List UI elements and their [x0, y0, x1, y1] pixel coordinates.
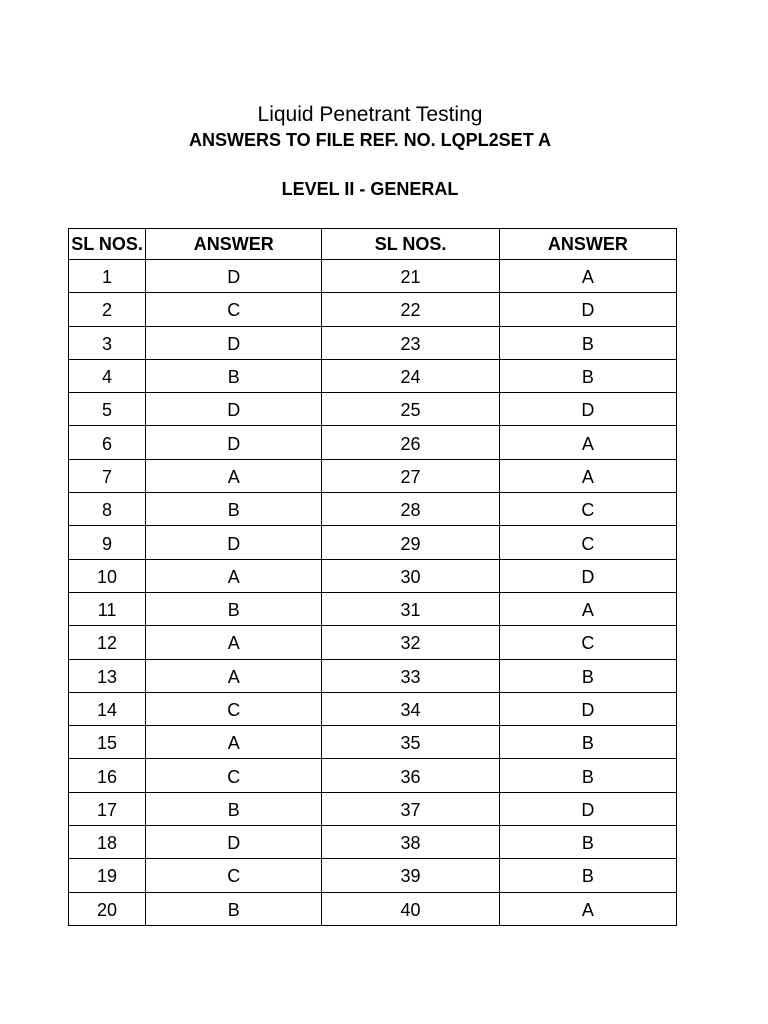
answer-left: D [146, 260, 322, 293]
table-row [69, 692, 677, 725]
question-number-left: 2 [69, 293, 146, 326]
question-number-right: 31 [322, 592, 499, 625]
answer-left: A [146, 626, 322, 659]
document-title: Liquid Penetrant Testing [257, 103, 483, 126]
answer-right: B [499, 326, 676, 359]
table-row [69, 459, 677, 492]
header-sl-nos-left: SL NOS. [69, 229, 146, 260]
question-number-right: 22 [322, 293, 499, 326]
question-number-right: 38 [322, 826, 499, 859]
answer-left: D [146, 526, 322, 559]
answer-left: D [146, 393, 322, 426]
table-row [69, 659, 677, 692]
answer-left: A [146, 726, 322, 759]
answer-right: A [499, 260, 676, 293]
answer-left: C [146, 859, 322, 892]
answer-left: C [146, 759, 322, 792]
question-number-right: 23 [322, 326, 499, 359]
table-row [69, 792, 677, 825]
question-number-left: 18 [69, 826, 146, 859]
answer-right: D [499, 293, 676, 326]
answer-left: B [146, 359, 322, 392]
question-number-left: 3 [69, 326, 146, 359]
question-number-right: 28 [322, 493, 499, 526]
answer-left: A [146, 659, 322, 692]
table-header-row [69, 229, 677, 260]
table-row [69, 859, 677, 892]
question-number-right: 24 [322, 359, 499, 392]
answer-left: A [146, 559, 322, 592]
question-number-right: 26 [322, 426, 499, 459]
question-number-left: 19 [69, 859, 146, 892]
question-number-left: 5 [69, 393, 146, 426]
answer-right: C [499, 493, 676, 526]
table-row [69, 592, 677, 625]
table-row [69, 892, 677, 925]
question-number-left: 17 [69, 792, 146, 825]
question-number-left: 1 [69, 260, 146, 293]
table-row [69, 426, 677, 459]
table-row [69, 326, 677, 359]
answer-left: A [146, 459, 322, 492]
table-row [69, 493, 677, 526]
question-number-right: 25 [322, 393, 499, 426]
question-number-left: 8 [69, 493, 146, 526]
question-number-left: 12 [69, 626, 146, 659]
question-number-right: 36 [322, 759, 499, 792]
answer-key-table [68, 228, 677, 926]
header-sl-nos-right: SL NOS. [322, 229, 499, 260]
answer-left: B [146, 792, 322, 825]
question-number-left: 14 [69, 692, 146, 725]
question-number-right: 40 [322, 892, 499, 925]
question-number-right: 34 [322, 692, 499, 725]
question-number-right: 39 [322, 859, 499, 892]
question-number-left: 15 [69, 726, 146, 759]
answer-right: B [499, 826, 676, 859]
answer-right: B [499, 359, 676, 392]
answer-right: D [499, 559, 676, 592]
table-row [69, 260, 677, 293]
table-row [69, 359, 677, 392]
question-number-right: 21 [322, 260, 499, 293]
table-row [69, 826, 677, 859]
answer-right: A [499, 592, 676, 625]
answer-right: D [499, 792, 676, 825]
answer-right: B [499, 759, 676, 792]
answer-left: D [146, 826, 322, 859]
answer-right: D [499, 393, 676, 426]
question-number-left: 7 [69, 459, 146, 492]
question-number-right: 30 [322, 559, 499, 592]
answer-right: A [499, 459, 676, 492]
table-row [69, 726, 677, 759]
answer-right: A [499, 892, 676, 925]
answer-right: B [499, 859, 676, 892]
question-number-left: 4 [69, 359, 146, 392]
answer-right: B [499, 726, 676, 759]
level-heading: LEVEL II - GENERAL [281, 179, 459, 199]
header-answer-right: ANSWER [499, 229, 676, 260]
answer-left: C [146, 692, 322, 725]
question-number-right: 37 [322, 792, 499, 825]
answer-left: D [146, 326, 322, 359]
answer-left: C [146, 293, 322, 326]
question-number-left: 11 [69, 592, 146, 625]
table-row [69, 559, 677, 592]
table-row [69, 759, 677, 792]
question-number-left: 10 [69, 559, 146, 592]
table-row [69, 526, 677, 559]
header-answer-left: ANSWER [146, 229, 322, 260]
question-number-left: 16 [69, 759, 146, 792]
table-row [69, 626, 677, 659]
answer-left: D [146, 426, 322, 459]
answer-right: A [499, 426, 676, 459]
question-number-left: 9 [69, 526, 146, 559]
question-number-right: 29 [322, 526, 499, 559]
question-number-left: 13 [69, 659, 146, 692]
answer-key-body [69, 260, 677, 926]
answer-left: B [146, 892, 322, 925]
question-number-left: 6 [69, 426, 146, 459]
question-number-right: 35 [322, 726, 499, 759]
question-number-left: 20 [69, 892, 146, 925]
question-number-right: 32 [322, 626, 499, 659]
question-number-right: 27 [322, 459, 499, 492]
answer-right: C [499, 626, 676, 659]
answer-right: C [499, 526, 676, 559]
answer-right: D [499, 692, 676, 725]
answer-right: B [499, 659, 676, 692]
answer-left: B [146, 493, 322, 526]
answer-left: B [146, 592, 322, 625]
table-row [69, 293, 677, 326]
question-number-right: 33 [322, 659, 499, 692]
document-subtitle: ANSWERS TO FILE REF. NO. LQPL2SET A [188, 130, 552, 150]
table-row [69, 393, 677, 426]
